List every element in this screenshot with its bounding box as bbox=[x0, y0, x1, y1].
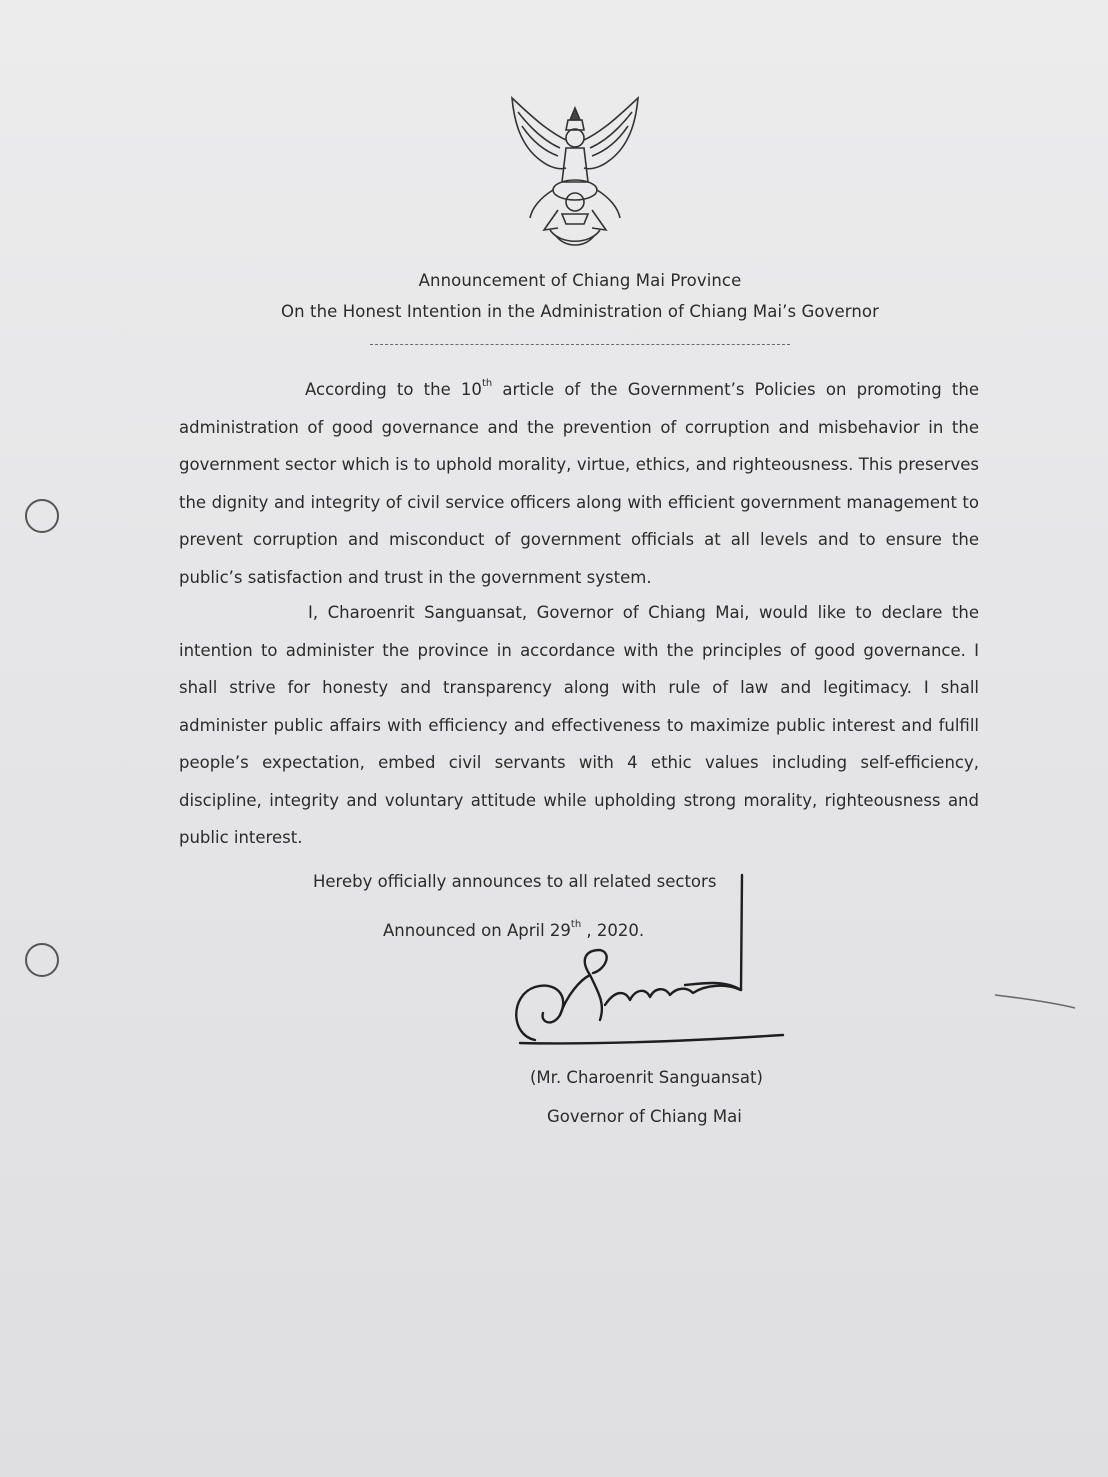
dashed-divider bbox=[370, 344, 790, 345]
date-suffix: , 2020. bbox=[581, 921, 645, 940]
garuda-emblem-icon bbox=[500, 90, 650, 250]
hereby-announcement: Hereby officially announces to all related sectors bbox=[313, 872, 717, 891]
paragraph-policy-prefix: According to the 10 bbox=[305, 380, 482, 399]
punch-hole-icon bbox=[25, 499, 59, 533]
paragraph-policy bbox=[179, 371, 979, 596]
handwritten-signature bbox=[505, 865, 790, 1055]
paragraph-declaration: I, Charoenrit Sanguansat, Governor of Chiang Mai, would like to declare the intention to administer the province in accordance with the principles of good governance. I shall strive for honesty and transparency along with rule of law and legitimacy. I shall administer public affairs with efficiency and effectiveness to maximize public interest and fulfill people’s expectation, embed civil servants with 4 ethic values including self-efficiency, discipline, integrity and voluntary attitude while upholding strong morality, righteousness and public interest. bbox=[179, 603, 979, 847]
signatory-title: Governor of Chiang Mai bbox=[547, 1107, 742, 1126]
pen-stroke-mark bbox=[990, 990, 1080, 1010]
ordinal-superscript: th bbox=[481, 378, 493, 389]
announcement-heading: Announcement of Chiang Mai Province bbox=[418, 271, 742, 290]
date-prefix: Announced on April 29 bbox=[383, 921, 571, 940]
signatory-name: (Mr. Charoenrit Sanguansat) bbox=[530, 1068, 763, 1087]
punch-hole-icon bbox=[25, 943, 59, 977]
paragraph-policy-text: article of the Government’s Policies on promoting the administration of good governance and the prevention of corruption and misbehavior in the government sector which is to uphold morality, virtue, ethics, and righteousness. This preserves the dignity and integrity of civil service officers along with efficient government management to prevent corruption and misconduct of government officials at all levels and to ensure the public’s satisfaction and trust in the government system. bbox=[179, 380, 980, 587]
date-superscript: th bbox=[570, 919, 582, 930]
announcement-subheading: On the Honest Intention in the Administration of Chiang Mai’s Governor bbox=[281, 302, 879, 321]
